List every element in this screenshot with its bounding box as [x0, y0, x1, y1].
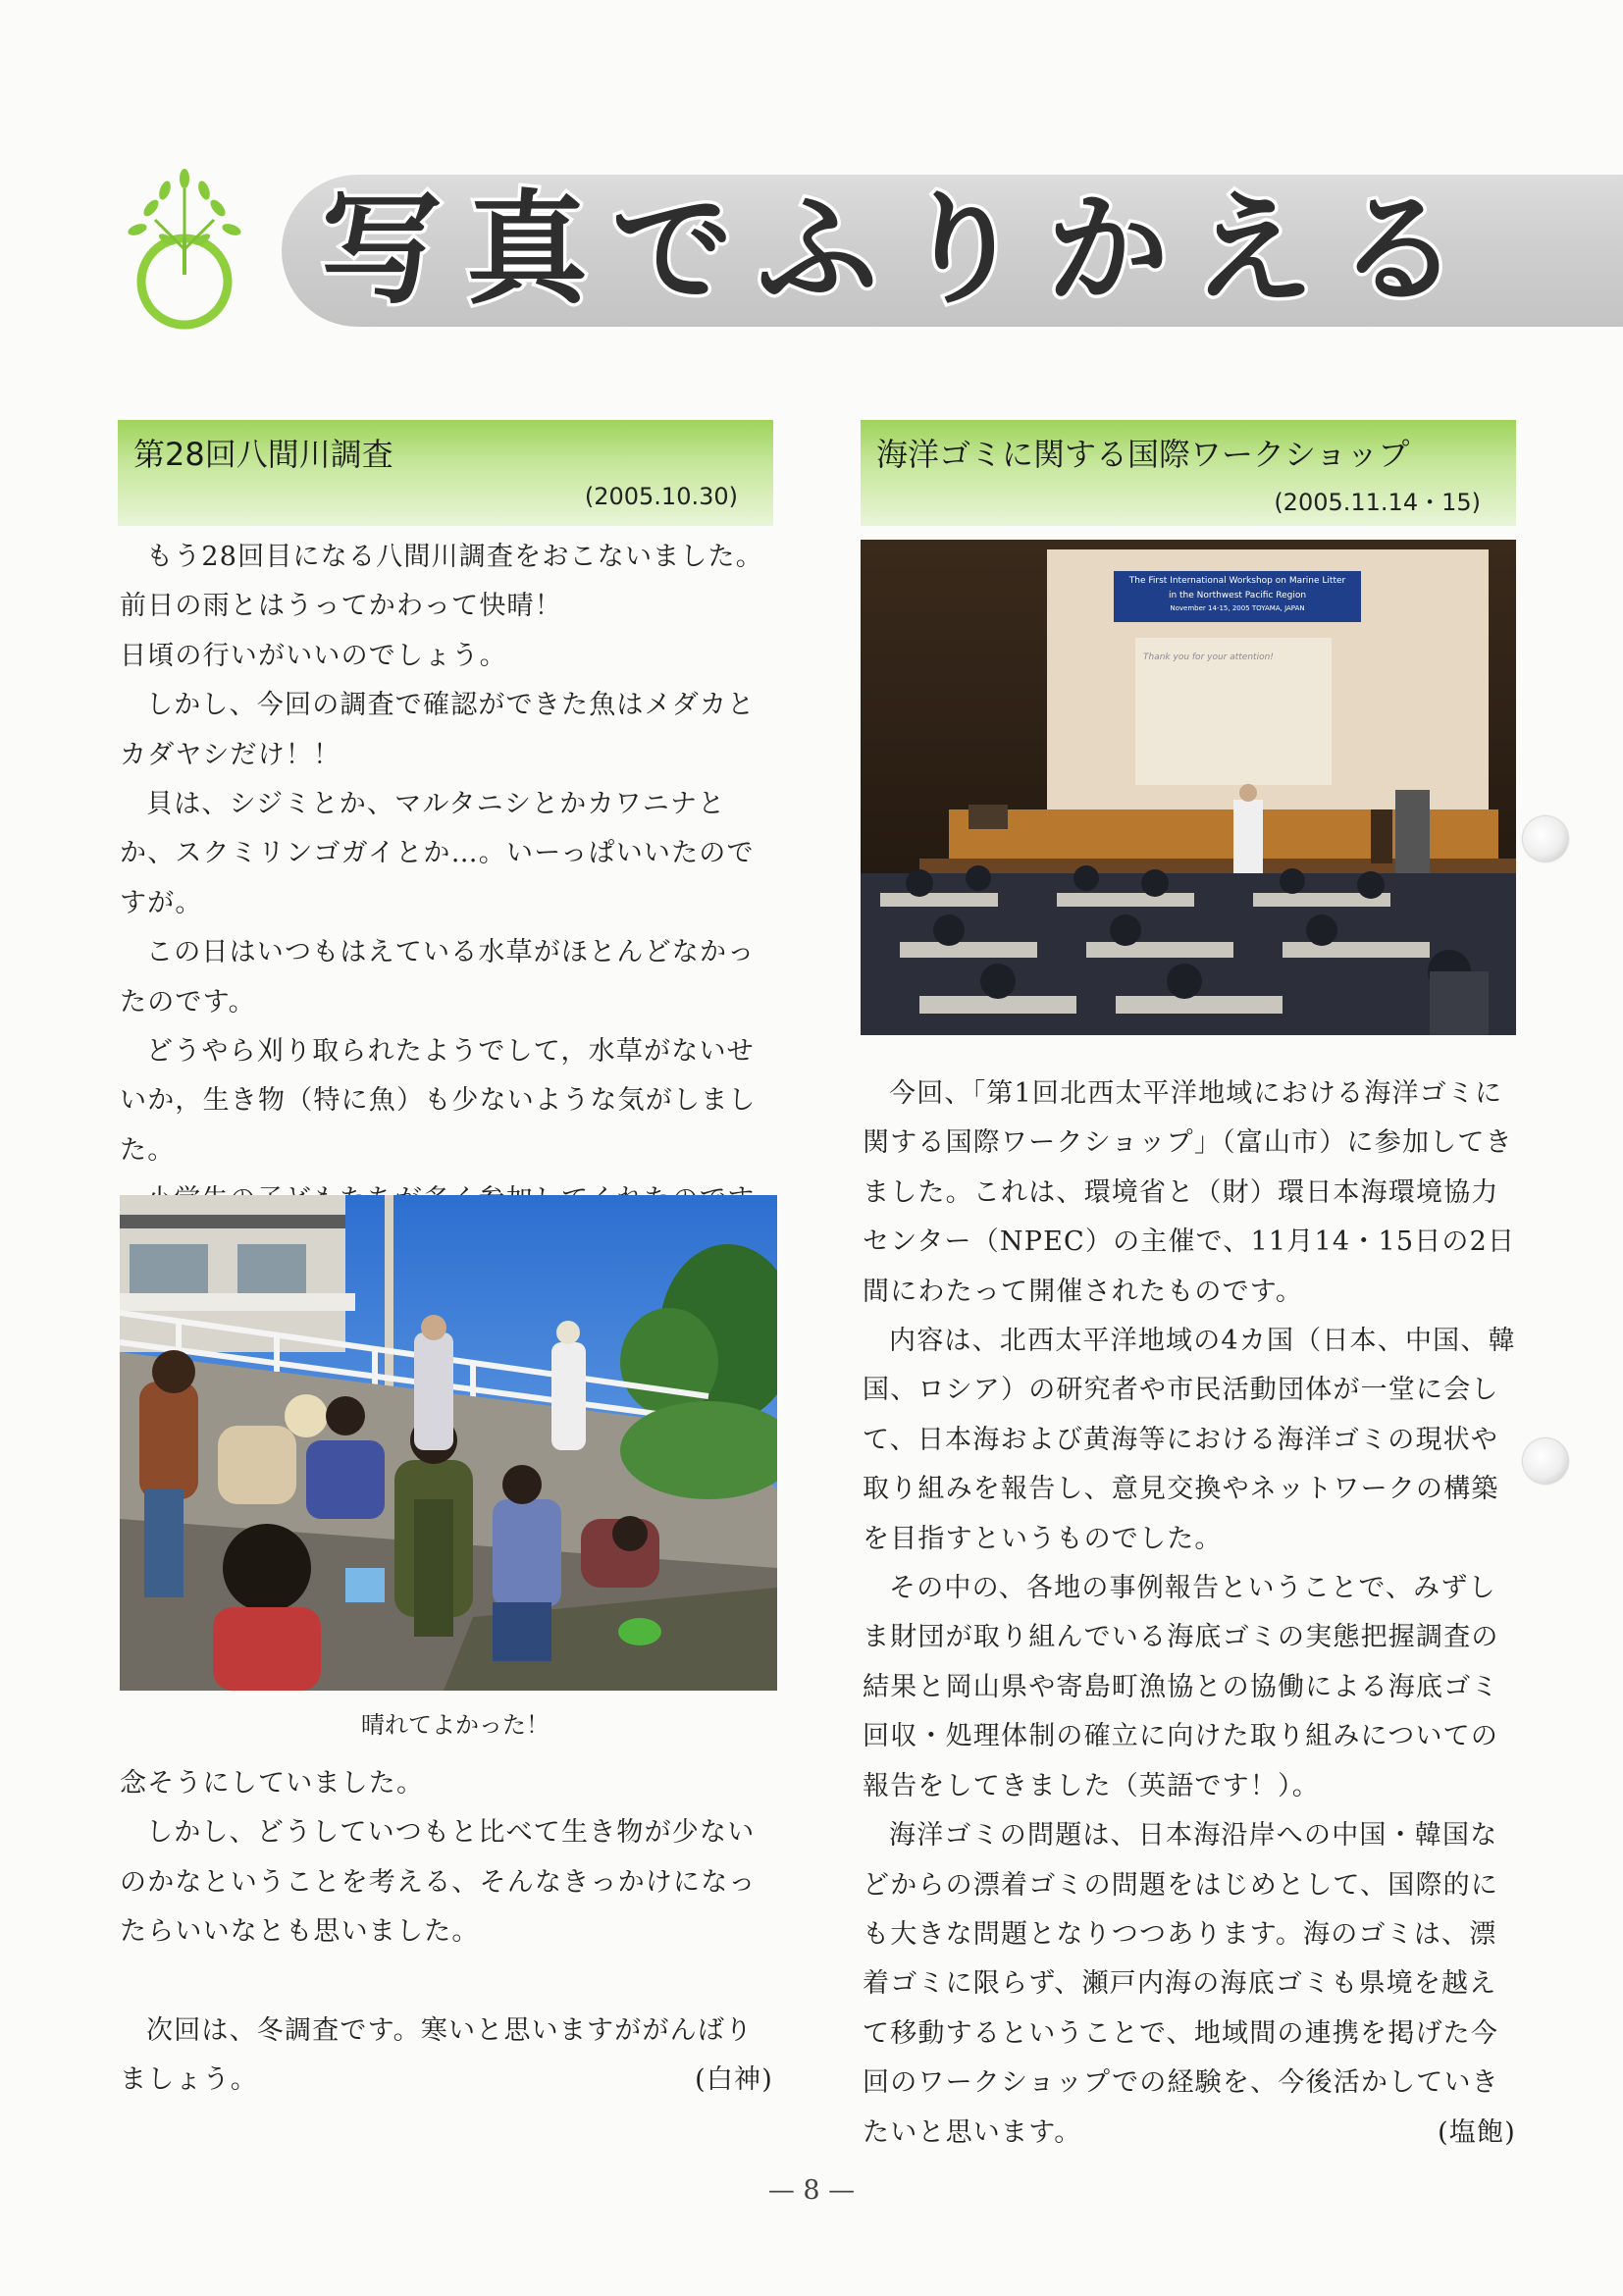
left-article-bottom — [120, 1759, 773, 2105]
paragraph-text: 次回は、冬調査です。寒いと思いますががんばりましょう。 — [120, 2014, 754, 2096]
page-number: — 8 — — [767, 2175, 856, 2206]
paragraph: 日頃の行いがいいのでしょう。 — [120, 640, 507, 671]
screen-line: The First International Workshop on Marine Litter — [1128, 576, 1346, 586]
paragraph: もう28回目になる八間川調査をおこないました。 — [146, 542, 763, 572]
screen-banner — [1114, 571, 1361, 622]
screen-slide-text: Thank you for your attention! — [1143, 652, 1274, 662]
paragraph: この日はいつもはえている水草がほとんどなかったのです。 — [120, 937, 756, 1018]
paragraph: 内容は、北西太平洋地域の4カ国（日本、中国、韓国、ロシア）の研究者や市民活動団体が一堂に会して、日本海および黄海等における海洋ゴミの現状や取り組みを報告し、意見交換やネットワークの構築を目指すというものでした。 — [863, 1326, 1516, 1554]
paragraph — [120, 2007, 773, 2106]
paragraph: 今回、「第1回北西太平洋地域における海洋ゴミに関する国際ワークショップ」（富山市）に参加してきました。これは、環境省と（財）環日本海環境協力センター（NPEC）の主催で、11月14・15日の2日間にわたって開催されたものです。 — [863, 1078, 1516, 1307]
paragraph: 貝は、シジミとか、マルタニシとかカワニナとか、スクミリンゴガイとか…。いーっぱいいたのですが。 — [120, 789, 755, 918]
left-signature: (白神) — [695, 2064, 773, 2096]
punch-hole — [1523, 816, 1568, 861]
right-section-date: (2005.11.14・15) — [1274, 489, 1481, 516]
left-section-title: 第28回八間川調査 — [133, 436, 393, 473]
right-section-header — [861, 420, 1516, 526]
screen-line: November 14-15, 2005 TOYAMA, JAPAN — [1170, 604, 1305, 612]
right-section-title: 海洋ゴミに関する国際ワークショップ — [876, 436, 1410, 473]
sprout-ring-logo-icon — [118, 169, 250, 331]
screen-line: in the Northwest Pacific Region — [1168, 591, 1307, 600]
workshop-photo — [861, 540, 1516, 1035]
paragraph-text: 海洋ゴミの問題は、日本海沿岸への中国・韓国などからの漂着ゴミの問題をはじめとして、国際的にも大きな問題となりつつあります。海のゴミは、漂着ゴミに限らず、瀬戸内海の海底ゴミも県境を越えて移動するということで、地域間の連携を掲げた今回のワークショップでの経験を、今後活かしていきたいと思います。 — [863, 1820, 1499, 2148]
punch-hole — [1523, 1438, 1568, 1484]
river-survey-photo — [120, 1195, 777, 1691]
right-signature: (塩飽) — [1438, 2116, 1516, 2148]
paragraph: どうやら刈り取られたようでして，水草がないせいか，生き物（特に魚）も少ないような気がしました。 — [120, 1036, 757, 1166]
left-section-header — [118, 420, 773, 526]
paragraph: しかし、どうしていつもと比べて生き物が少ないのかなということを考える、そんなきっかけになったらいいなとも思いました。 — [120, 1817, 757, 1948]
river-photo-caption: 晴れてよかった！ — [361, 1711, 550, 1739]
right-article — [863, 1070, 1516, 2158]
paragraph: 前日の雨とはうってかわって快晴！ — [120, 591, 562, 622]
page-title: 写真でふりかえる — [321, 180, 1484, 321]
paragraph: その中の、各地の事例報告ということで、みずしま財団が取り組んでいる海底ゴミの実態把握調査の結果と岡山県や寄島町漁協との協働による海底ゴミ回収・処理体制の確立に向けた取り組みについての報告をしてきました（英語です！）。 — [863, 1573, 1499, 1801]
paragraph: しかし、今回の調査で確認ができた魚はメダカとカダヤシだけ！！ — [120, 690, 756, 770]
title-banner — [282, 175, 1623, 327]
left-section-date: (2005.10.30) — [584, 483, 738, 510]
paragraph: 念そうにしていました。 — [120, 1768, 425, 1799]
paragraph — [863, 1811, 1516, 2158]
